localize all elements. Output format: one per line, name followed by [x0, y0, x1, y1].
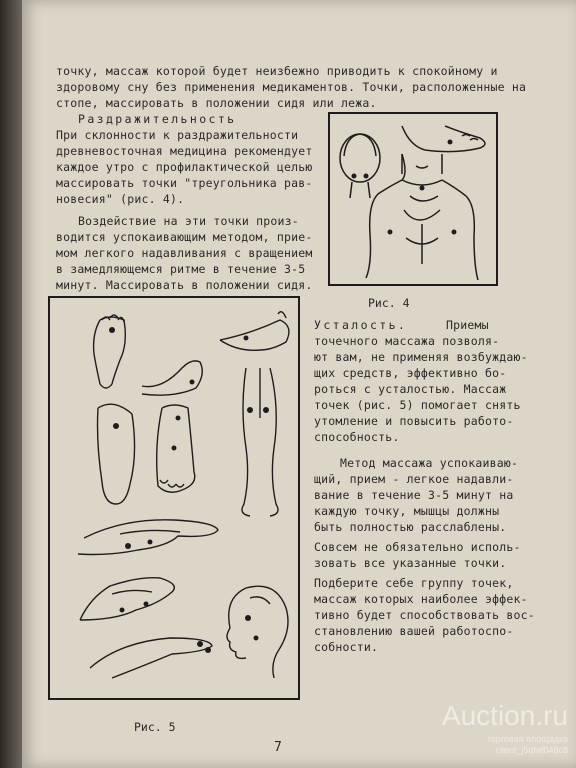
- text-line: Подберите себе группу точек,: [314, 576, 514, 590]
- text-line: тивно будет способствовать вос-: [314, 608, 535, 622]
- text-line: мом легкого надавливания с вращением: [56, 246, 313, 260]
- text-line: Приемы: [446, 318, 489, 332]
- text-line: древневосточная медицина рекомендует: [56, 144, 313, 158]
- text-line: вание в течение 3-5 минут на: [314, 488, 514, 502]
- text-line: минут. Массировать в положении сидя.: [56, 278, 313, 292]
- text-line: роться с усталостью. Массаж: [314, 382, 507, 396]
- text-line: стопе, массировать в положении сидя или лежа.: [56, 96, 377, 110]
- text-line: массаж которых наиболее эффек-: [314, 592, 528, 606]
- text-line: Воздействие на эти точки произ-: [78, 214, 299, 228]
- text-line: Совсем не обязательно исполь-: [314, 540, 521, 554]
- watermark-logo: Auction.ru: [441, 700, 568, 731]
- watermark-line: торговая площадка: [486, 734, 568, 744]
- page-edge-shadow: [0, 0, 22, 768]
- figure-5-drawing: [50, 298, 298, 698]
- text-line: водится успокаивающим методом, прие-: [56, 230, 313, 244]
- text-line: зовать все указанные точки.: [314, 556, 507, 570]
- section-heading-fatigue: Усталость.: [314, 318, 408, 332]
- figure-4-drawing: [330, 114, 496, 284]
- text-line: щих средств, эффективно бо-: [314, 366, 507, 380]
- text-line: способность.: [314, 430, 400, 444]
- watermark-line: client_j5dfaf048c8: [495, 745, 568, 755]
- text-line: точку, массаж которой будет неизбежно приводить к спокойному и: [56, 64, 498, 78]
- text-line: точечного массажа позволя-: [314, 334, 500, 348]
- text-line: в замедляющемся ритме в течение 3-5: [56, 262, 306, 276]
- text-line: здоровому сну без применения медикаментов. Точки, расположенные на: [56, 80, 527, 94]
- text-line: ют вам, не применяя возбуждаю-: [314, 350, 528, 364]
- section-heading-irritability: Раздражительность: [78, 112, 237, 126]
- text-line: каждую точку, мышцы должны: [314, 504, 500, 518]
- figure-4-caption: Рис. 4: [368, 296, 410, 310]
- watermark-text: [487, 734, 568, 756]
- text-line: точек (рис. 5) помогает снять: [314, 398, 521, 412]
- text-line: собности.: [314, 640, 379, 654]
- page-number: 7: [274, 740, 282, 755]
- figure-5-caption: Рис. 5: [134, 720, 176, 734]
- text-line: становлению вашей работоспо-: [314, 624, 514, 638]
- text-line: щий, прием - легкое надавли-: [314, 472, 514, 486]
- text-line: утомление и повысить работо-: [314, 414, 514, 428]
- figure-4: [328, 112, 498, 286]
- text-line: массировать точки "треугольника рав-: [56, 176, 313, 190]
- text-line: Метод массажа успокаиваю-: [340, 456, 519, 470]
- book-page: [22, 0, 576, 768]
- text-line: При склонности к раздражительности: [56, 128, 299, 142]
- text-line: быть полностью расслаблены.: [314, 520, 507, 534]
- text-line: каждое утро с профилактической целью: [56, 160, 313, 174]
- figure-5: [48, 296, 300, 700]
- text-line: новесия" (рис. 4).: [56, 192, 185, 206]
